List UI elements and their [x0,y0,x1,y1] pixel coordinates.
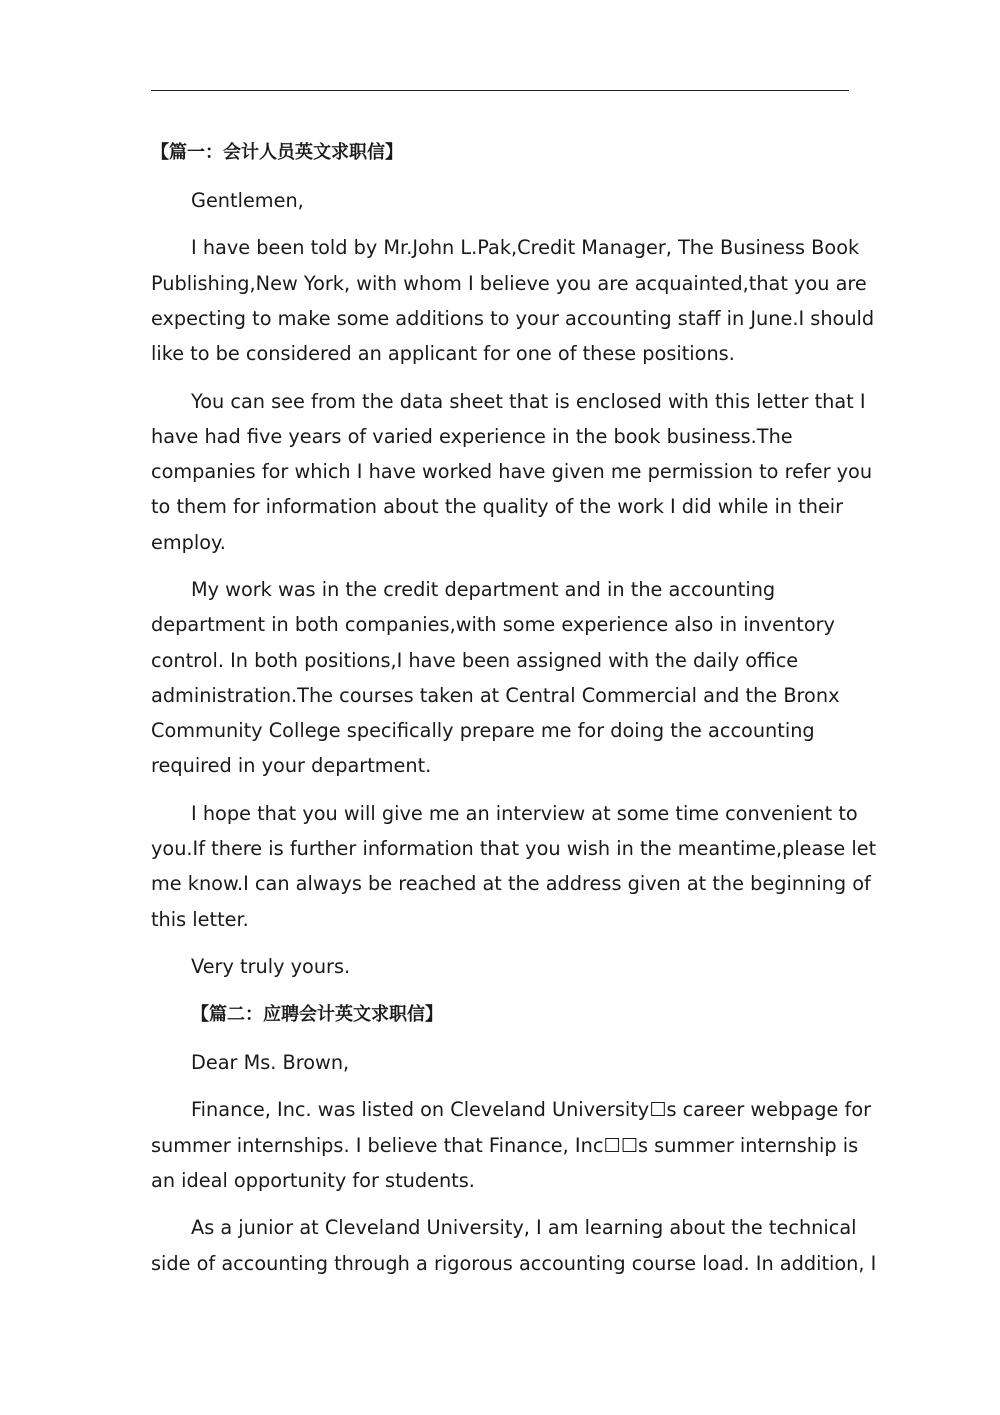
letter1-salutation: Gentlemen, [191,188,304,212]
text-line: me know.I can always be reached at the address given at the beginning of [151,872,871,896]
text-line: department in both companies,with some experience also in inventory [151,613,835,637]
text-line: expecting to make some additions to your accounting staff in June.I should [151,306,875,330]
text-line: I hope that you will give me an interview at some time convenient to [191,801,858,825]
text-line: you.If there is further information that you wish in the meantime,please let [151,837,877,861]
text-line: this letter. [151,907,249,931]
text-line: Community College specifically prepare me for doing the accounting [151,719,815,743]
text-line: administration.The courses taken at Central Commercial and the Bronx [151,683,840,707]
letter1-paragraph-1 [151,230,875,371]
text-line: an ideal opportunity for students. [151,1168,475,1192]
text-line: summer internships. I believe that Finance, Inc☐☐s summer internship is [151,1133,859,1157]
text-line: As a junior at Cleveland University, I am learning about the technical [191,1216,857,1240]
letter2-heading: 【篇二：应聘会计英文求职信】 [191,1003,443,1025]
header-rule [151,90,849,91]
text-line: Finance, Inc. was listed on Cleveland University☐s career webpage for [191,1098,872,1122]
text-line: control. In both positions,I have been assigned with the daily office [151,648,799,672]
letter1-paragraph-3 [151,572,851,783]
text-line: My work was in the credit department and in the accounting [191,578,776,602]
document-body [151,135,877,1293]
text-line: employ. [151,530,226,554]
letter2-paragraph-1 [151,1092,872,1198]
letter1-closing: Very truly yours. [191,955,351,979]
text-line: I have been told by Mr.John L.Pak,Credit Manager, The Business Book [191,236,860,260]
text-line: side of accounting through a rigorous accounting course load. In addition, I [151,1251,877,1275]
letter1-paragraph-4 [151,796,877,937]
text-line: required in your department. [151,754,432,778]
text-line: companies for which I have worked have given me permission to refer you [151,460,873,484]
letter1-paragraph-2 [151,384,873,560]
text-line: Publishing,New York, with whom I believe you are acquainted,that you are [151,271,867,295]
letter2-paragraph-2 [151,1210,877,1280]
letter2-salutation: Dear Ms. Brown, [191,1050,350,1074]
text-line: have had five years of varied experience in the book business.The [151,424,793,448]
letter1-heading: 【篇一：会计人员英文求职信】 [151,142,403,163]
text-line: like to be considered an applicant for one of these positions. [151,342,735,366]
text-line: You can see from the data sheet that is enclosed with this letter that I [191,389,866,413]
text-line: to them for information about the quality of the work I did while in their [151,495,844,519]
